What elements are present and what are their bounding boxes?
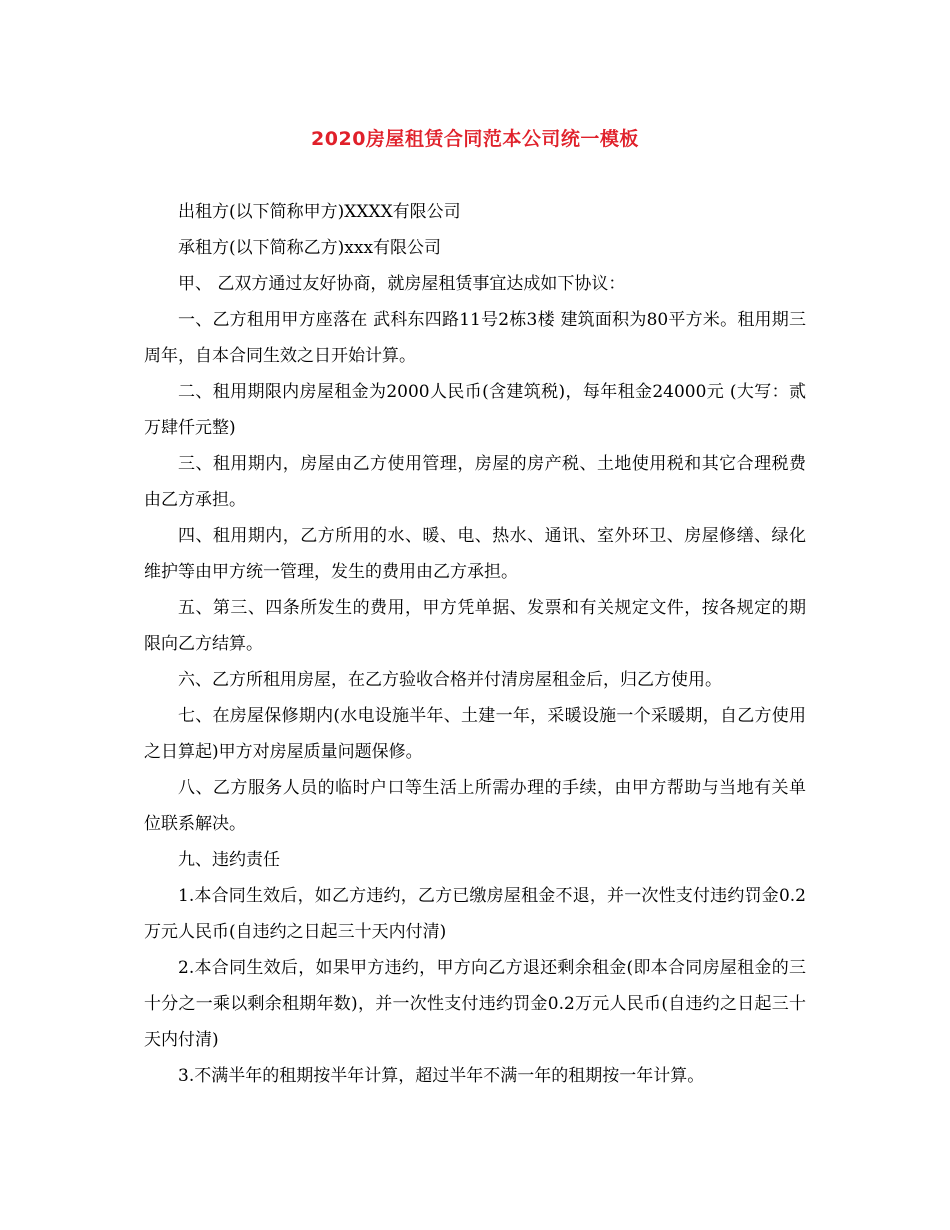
clause-3: 三、租用期内，房屋由乙方使用管理，房屋的房产税、土地使用税和其它合理税费由乙方承担。 [144, 454, 806, 510]
clause-8: 八、乙方服务人员的临时户口等生活上所需办理的手续，由甲方帮助与当地有关单位联系解决。 [144, 778, 806, 834]
document-body [144, 194, 806, 1094]
breach-item-3: 3.不满半年的租期按半年计算，超过半年不满一年的租期按一年计算。 [178, 1066, 705, 1086]
clause-2: 二、租用期限内房屋租金为2000人民币(含建筑税)，每年租金24000元 (大写：贰万肆仟元整) [144, 382, 806, 438]
clause-4: 四、租用期内，乙方所用的水、暖、电、热水、通讯、室外环卫、房屋修缮、绿化维护等由甲方统一管理，发生的费用由乙方承担。 [144, 526, 806, 582]
clause-7: 七、在房屋保修期内(水电设施半年、土建一年，采暖设施一个采暖期，自乙方使用之日算起)甲方对房屋质量问题保修。 [144, 706, 806, 762]
clause-6: 六、乙方所租用房屋，在乙方验收合格并付清房屋租金后，归乙方使用。 [178, 670, 722, 690]
clause-5: 五、第三、四条所发生的费用，甲方凭单据、发票和有关规定文件，按各规定的期限向乙方结算。 [144, 598, 806, 654]
clause-1: 一、乙方租用甲方座落在 武科东四路11号2栋3楼 建筑面积为80平方米。租用期三周年，自本合同生效之日开始计算。 [144, 310, 806, 366]
agreement-intro: 甲、 乙双方通过友好协商，就房屋租赁事宜达成如下协议： [178, 274, 626, 294]
party-b-line: 承租方(以下简称乙方)xxx有限公司 [178, 238, 442, 258]
clause-9-heading: 九、违约责任 [178, 850, 280, 870]
party-a-line: 出租方(以下简称甲方)XXXX有限公司 [178, 202, 461, 222]
document-title: 2020房屋租赁合同范本公司统一模板 [311, 128, 639, 150]
breach-item-2: 2.本合同生效后，如果甲方违约，甲方向乙方退还剩余租金(即本合同房屋租金的三十分之一乘以剩余租期年数)，并一次性支付违约罚金0.2万元人民币(自违约之日起三十天内付清) [144, 958, 806, 1050]
breach-item-1: 1.本合同生效后，如乙方违约，乙方已缴房屋租金不退，并一次性支付违约罚金0.2万元人民币(自违约之日起三十天内付清) [144, 886, 806, 942]
